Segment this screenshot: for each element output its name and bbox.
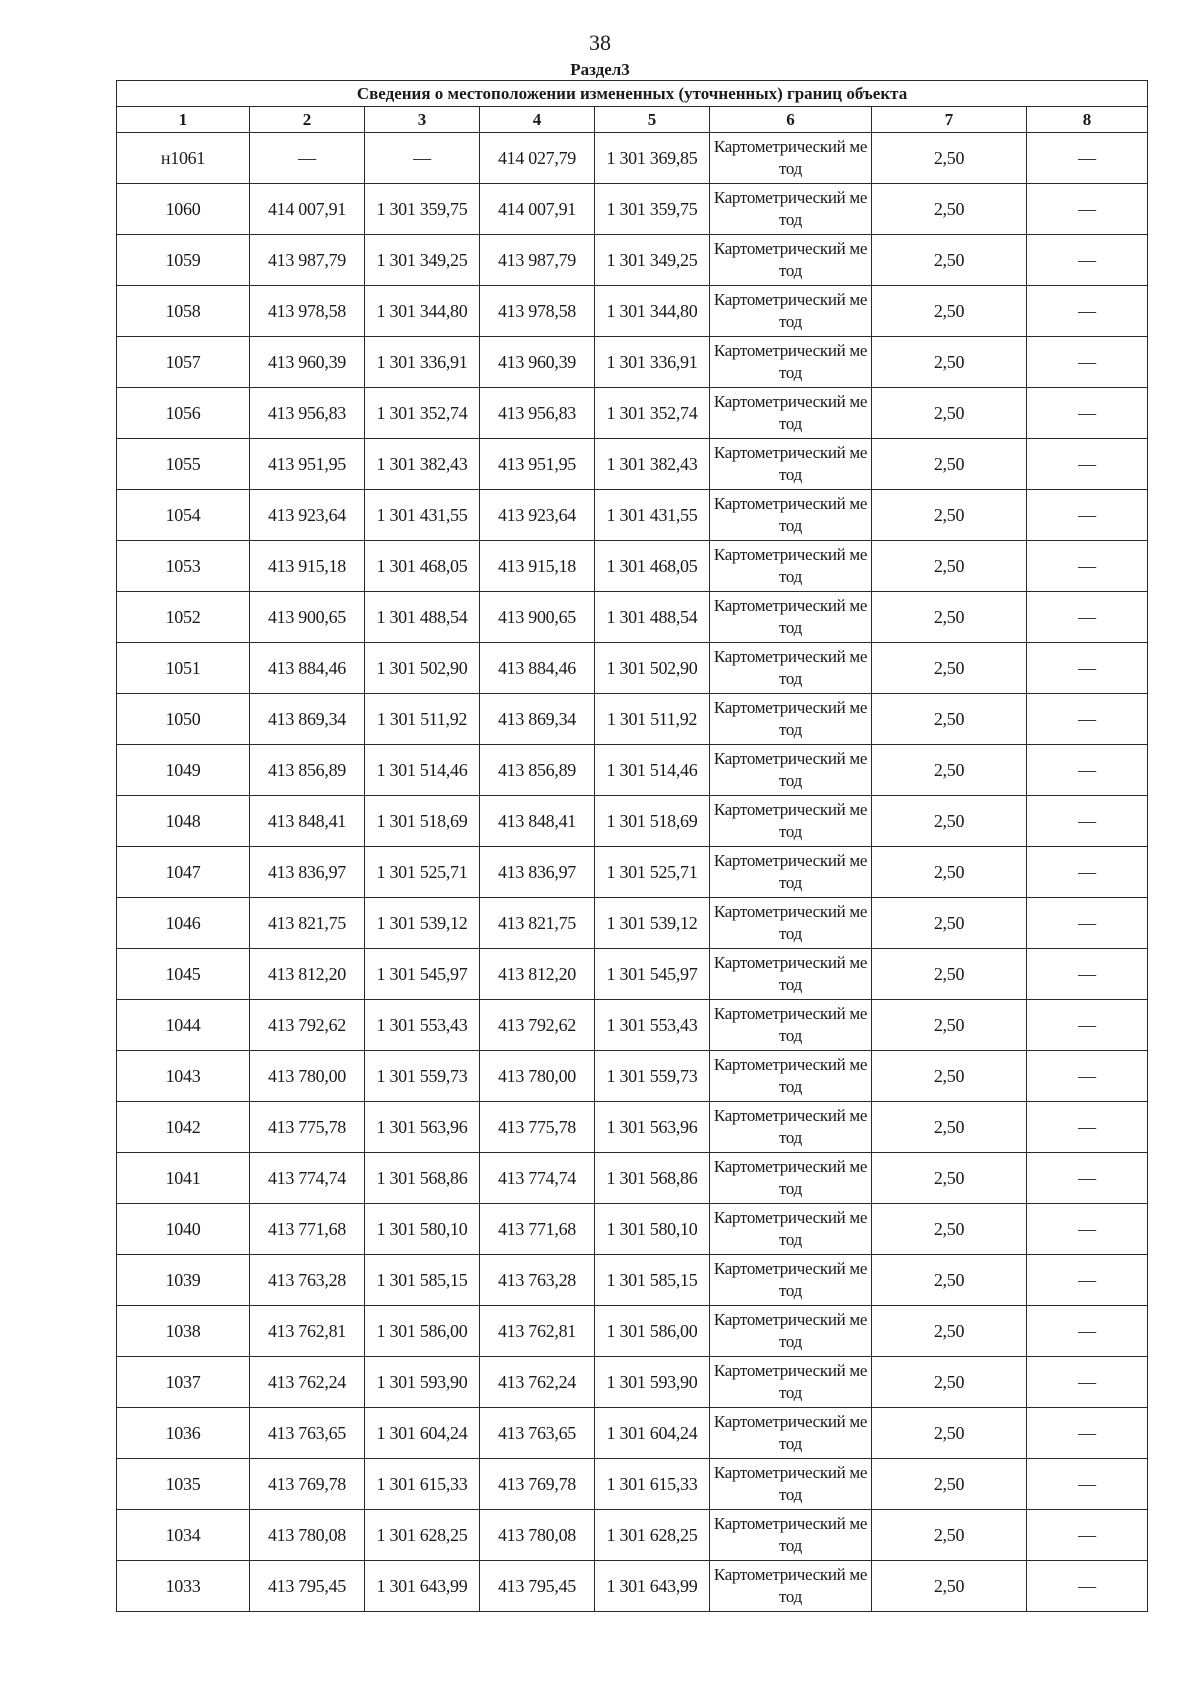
new-x-cell: 413 856,89: [480, 745, 595, 796]
old-x-cell: 413 848,41: [250, 796, 365, 847]
method-cell: Картометрический метод: [710, 388, 872, 439]
method-cell: Картометрический метод: [710, 541, 872, 592]
new-y-cell: 1 301 643,99: [595, 1561, 710, 1612]
table-row: [117, 235, 1148, 286]
old-x-cell: 413 923,64: [250, 490, 365, 541]
new-x-cell: 413 884,46: [480, 643, 595, 694]
accuracy-cell: 2,50: [872, 337, 1027, 388]
old-y-cell: 1 301 431,55: [365, 490, 480, 541]
new-x-cell: 413 960,39: [480, 337, 595, 388]
new-x-cell: 413 771,68: [480, 1204, 595, 1255]
point-id-cell: 1036: [117, 1408, 250, 1459]
new-y-cell: 1 301 586,00: [595, 1306, 710, 1357]
point-id-cell: 1052: [117, 592, 250, 643]
point-id-cell: 1042: [117, 1102, 250, 1153]
accuracy-cell: 2,50: [872, 286, 1027, 337]
new-x-cell: 413 792,62: [480, 1000, 595, 1051]
method-cell: Картометрический метод: [710, 949, 872, 1000]
new-y-cell: 1 301 580,10: [595, 1204, 710, 1255]
point-id-cell: 1056: [117, 388, 250, 439]
accuracy-cell: 2,50: [872, 235, 1027, 286]
new-y-cell: 1 301 468,05: [595, 541, 710, 592]
description-cell: —: [1027, 1000, 1148, 1051]
old-x-cell: 413 763,28: [250, 1255, 365, 1306]
new-y-cell: 1 301 559,73: [595, 1051, 710, 1102]
point-id-cell: 1034: [117, 1510, 250, 1561]
new-y-cell: 1 301 525,71: [595, 847, 710, 898]
old-y-cell: 1 301 352,74: [365, 388, 480, 439]
table-row: [117, 1459, 1148, 1510]
old-y-cell: 1 301 585,15: [365, 1255, 480, 1306]
point-id-cell: 1058: [117, 286, 250, 337]
description-cell: —: [1027, 541, 1148, 592]
method-cell: Картометрический метод: [710, 1357, 872, 1408]
new-y-cell: 1 301 431,55: [595, 490, 710, 541]
new-x-cell: 413 775,78: [480, 1102, 595, 1153]
old-y-cell: 1 301 511,92: [365, 694, 480, 745]
point-id-cell: 1045: [117, 949, 250, 1000]
method-cell: Картометрический метод: [710, 592, 872, 643]
table-row: [117, 1510, 1148, 1561]
table-row: [117, 1204, 1148, 1255]
table-body: [117, 133, 1148, 1612]
table-row: [117, 388, 1148, 439]
method-cell: Картометрический метод: [710, 796, 872, 847]
description-cell: —: [1027, 1408, 1148, 1459]
old-x-cell: 413 900,65: [250, 592, 365, 643]
description-cell: —: [1027, 847, 1148, 898]
accuracy-cell: 2,50: [872, 1153, 1027, 1204]
point-id-cell: 1044: [117, 1000, 250, 1051]
accuracy-cell: 2,50: [872, 1306, 1027, 1357]
table-row: [117, 1000, 1148, 1051]
accuracy-cell: 2,50: [872, 796, 1027, 847]
old-y-cell: 1 301 615,33: [365, 1459, 480, 1510]
new-y-cell: 1 301 585,15: [595, 1255, 710, 1306]
new-x-cell: 413 812,20: [480, 949, 595, 1000]
table-row: [117, 949, 1148, 1000]
old-y-cell: 1 301 568,86: [365, 1153, 480, 1204]
table-row: [117, 1051, 1148, 1102]
table-row: [117, 490, 1148, 541]
old-x-cell: —: [250, 133, 365, 184]
accuracy-cell: 2,50: [872, 1204, 1027, 1255]
description-cell: —: [1027, 1255, 1148, 1306]
new-x-cell: 413 762,81: [480, 1306, 595, 1357]
method-cell: Картометрический метод: [710, 184, 872, 235]
new-x-cell: 414 027,79: [480, 133, 595, 184]
old-y-cell: 1 301 643,99: [365, 1561, 480, 1612]
accuracy-cell: 2,50: [872, 592, 1027, 643]
point-id-cell: 1060: [117, 184, 250, 235]
point-id-cell: 1057: [117, 337, 250, 388]
description-cell: —: [1027, 745, 1148, 796]
old-x-cell: 413 780,00: [250, 1051, 365, 1102]
point-id-cell: 1049: [117, 745, 250, 796]
description-cell: —: [1027, 1204, 1148, 1255]
method-cell: Картометрический метод: [710, 1000, 872, 1051]
new-y-cell: 1 301 568,86: [595, 1153, 710, 1204]
new-y-cell: 1 301 593,90: [595, 1357, 710, 1408]
table-row: [117, 796, 1148, 847]
description-cell: —: [1027, 388, 1148, 439]
old-y-cell: 1 301 604,24: [365, 1408, 480, 1459]
boundary-coordinates-table: [116, 80, 1148, 1612]
description-cell: —: [1027, 286, 1148, 337]
accuracy-cell: 2,50: [872, 1408, 1027, 1459]
old-y-cell: 1 301 518,69: [365, 796, 480, 847]
new-x-cell: 413 956,83: [480, 388, 595, 439]
accuracy-cell: 2,50: [872, 184, 1027, 235]
method-cell: Картометрический метод: [710, 1306, 872, 1357]
method-cell: Картометрический метод: [710, 133, 872, 184]
new-y-cell: 1 301 511,92: [595, 694, 710, 745]
description-cell: —: [1027, 1459, 1148, 1510]
accuracy-cell: 2,50: [872, 898, 1027, 949]
description-cell: —: [1027, 1051, 1148, 1102]
table-row: [117, 337, 1148, 388]
accuracy-cell: 2,50: [872, 1255, 1027, 1306]
new-y-cell: 1 301 336,91: [595, 337, 710, 388]
new-y-cell: 1 301 344,80: [595, 286, 710, 337]
old-y-cell: 1 301 525,71: [365, 847, 480, 898]
accuracy-cell: 2,50: [872, 949, 1027, 1000]
method-cell: Картометрический метод: [710, 439, 872, 490]
new-y-cell: 1 301 539,12: [595, 898, 710, 949]
point-id-cell: 1059: [117, 235, 250, 286]
old-x-cell: 413 951,95: [250, 439, 365, 490]
new-y-cell: 1 301 563,96: [595, 1102, 710, 1153]
accuracy-cell: 2,50: [872, 1510, 1027, 1561]
new-x-cell: 413 780,00: [480, 1051, 595, 1102]
new-x-cell: 413 769,78: [480, 1459, 595, 1510]
new-y-cell: 1 301 553,43: [595, 1000, 710, 1051]
old-y-cell: 1 301 539,12: [365, 898, 480, 949]
table-row: [117, 643, 1148, 694]
accuracy-cell: 2,50: [872, 643, 1027, 694]
old-y-cell: 1 301 344,80: [365, 286, 480, 337]
old-x-cell: 413 987,79: [250, 235, 365, 286]
column-header: 5: [595, 107, 710, 133]
new-x-cell: 413 836,97: [480, 847, 595, 898]
old-x-cell: 413 763,65: [250, 1408, 365, 1459]
description-cell: —: [1027, 235, 1148, 286]
table-row: [117, 439, 1148, 490]
old-y-cell: —: [365, 133, 480, 184]
new-y-cell: 1 301 382,43: [595, 439, 710, 490]
accuracy-cell: 2,50: [872, 541, 1027, 592]
new-y-cell: 1 301 349,25: [595, 235, 710, 286]
method-cell: Картометрический метод: [710, 1561, 872, 1612]
new-y-cell: 1 301 359,75: [595, 184, 710, 235]
point-id-cell: 1033: [117, 1561, 250, 1612]
old-x-cell: 413 771,68: [250, 1204, 365, 1255]
description-cell: —: [1027, 898, 1148, 949]
table-row: [117, 286, 1148, 337]
point-id-cell: 1046: [117, 898, 250, 949]
method-cell: Картометрический метод: [710, 490, 872, 541]
new-x-cell: 413 762,24: [480, 1357, 595, 1408]
point-id-cell: 1048: [117, 796, 250, 847]
column-number-row: [117, 107, 1148, 133]
table-row: [117, 592, 1148, 643]
new-y-cell: 1 301 488,54: [595, 592, 710, 643]
old-y-cell: 1 301 502,90: [365, 643, 480, 694]
point-id-cell: 1047: [117, 847, 250, 898]
table-row: [117, 1561, 1148, 1612]
new-x-cell: 413 869,34: [480, 694, 595, 745]
description-cell: —: [1027, 184, 1148, 235]
old-y-cell: 1 301 359,75: [365, 184, 480, 235]
old-y-cell: 1 301 563,96: [365, 1102, 480, 1153]
new-x-cell: 414 007,91: [480, 184, 595, 235]
point-id-cell: 1038: [117, 1306, 250, 1357]
old-x-cell: 414 007,91: [250, 184, 365, 235]
new-y-cell: 1 301 518,69: [595, 796, 710, 847]
table-row: [117, 694, 1148, 745]
new-x-cell: 413 763,65: [480, 1408, 595, 1459]
accuracy-cell: 2,50: [872, 1051, 1027, 1102]
old-y-cell: 1 301 382,43: [365, 439, 480, 490]
description-cell: —: [1027, 1153, 1148, 1204]
method-cell: Картометрический метод: [710, 1153, 872, 1204]
point-id-cell: 1043: [117, 1051, 250, 1102]
new-x-cell: 413 978,58: [480, 286, 595, 337]
accuracy-cell: 2,50: [872, 694, 1027, 745]
description-cell: —: [1027, 796, 1148, 847]
table-title-row: [117, 81, 1148, 107]
accuracy-cell: 2,50: [872, 388, 1027, 439]
table-row: [117, 1153, 1148, 1204]
old-x-cell: 413 915,18: [250, 541, 365, 592]
point-id-cell: 1041: [117, 1153, 250, 1204]
old-x-cell: 413 956,83: [250, 388, 365, 439]
description-cell: —: [1027, 643, 1148, 694]
old-x-cell: 413 774,74: [250, 1153, 365, 1204]
description-cell: —: [1027, 592, 1148, 643]
description-cell: —: [1027, 694, 1148, 745]
column-header: 7: [872, 107, 1027, 133]
table-title: Сведения о местоположении измененных (уточненных) границ объекта: [117, 81, 1148, 107]
table-row: [117, 541, 1148, 592]
table-row: [117, 1357, 1148, 1408]
point-id-cell: 1054: [117, 490, 250, 541]
new-x-cell: 413 900,65: [480, 592, 595, 643]
old-x-cell: 413 792,62: [250, 1000, 365, 1051]
column-header: 8: [1027, 107, 1148, 133]
description-cell: —: [1027, 1510, 1148, 1561]
method-cell: Картометрический метод: [710, 337, 872, 388]
old-y-cell: 1 301 545,97: [365, 949, 480, 1000]
description-cell: —: [1027, 949, 1148, 1000]
new-x-cell: 413 848,41: [480, 796, 595, 847]
table-row: [117, 1306, 1148, 1357]
new-x-cell: 413 795,45: [480, 1561, 595, 1612]
old-y-cell: 1 301 553,43: [365, 1000, 480, 1051]
new-x-cell: 413 774,74: [480, 1153, 595, 1204]
new-y-cell: 1 301 352,74: [595, 388, 710, 439]
old-x-cell: 413 869,34: [250, 694, 365, 745]
table-row: [117, 1408, 1148, 1459]
accuracy-cell: 2,50: [872, 745, 1027, 796]
point-id-cell: 1040: [117, 1204, 250, 1255]
point-id-cell: 1055: [117, 439, 250, 490]
method-cell: Картометрический метод: [710, 1408, 872, 1459]
new-y-cell: 1 301 545,97: [595, 949, 710, 1000]
accuracy-cell: 2,50: [872, 490, 1027, 541]
old-x-cell: 413 780,08: [250, 1510, 365, 1561]
old-y-cell: 1 301 336,91: [365, 337, 480, 388]
table-row: [117, 133, 1148, 184]
method-cell: Картометрический метод: [710, 1255, 872, 1306]
table-row: [117, 184, 1148, 235]
accuracy-cell: 2,50: [872, 1357, 1027, 1408]
old-x-cell: 413 775,78: [250, 1102, 365, 1153]
new-x-cell: 413 923,64: [480, 490, 595, 541]
old-x-cell: 413 960,39: [250, 337, 365, 388]
new-y-cell: 1 301 514,46: [595, 745, 710, 796]
new-y-cell: 1 301 502,90: [595, 643, 710, 694]
accuracy-cell: 2,50: [872, 439, 1027, 490]
table-row: [117, 1102, 1148, 1153]
method-cell: Картометрический метод: [710, 898, 872, 949]
old-x-cell: 413 762,24: [250, 1357, 365, 1408]
old-y-cell: 1 301 488,54: [365, 592, 480, 643]
method-cell: Картометрический метод: [710, 643, 872, 694]
method-cell: Картометрический метод: [710, 1204, 872, 1255]
accuracy-cell: 2,50: [872, 847, 1027, 898]
section-label: Раздел3: [570, 60, 630, 79]
description-cell: —: [1027, 133, 1148, 184]
new-y-cell: 1 301 604,24: [595, 1408, 710, 1459]
accuracy-cell: 2,50: [872, 133, 1027, 184]
table-row: [117, 898, 1148, 949]
column-header: 1: [117, 107, 250, 133]
new-x-cell: 413 821,75: [480, 898, 595, 949]
method-cell: Картометрический метод: [710, 1102, 872, 1153]
point-id-cell: 1053: [117, 541, 250, 592]
accuracy-cell: 2,50: [872, 1459, 1027, 1510]
old-x-cell: 413 762,81: [250, 1306, 365, 1357]
point-id-cell: 1051: [117, 643, 250, 694]
accuracy-cell: 2,50: [872, 1102, 1027, 1153]
old-y-cell: 1 301 586,00: [365, 1306, 480, 1357]
old-x-cell: 413 856,89: [250, 745, 365, 796]
point-id-cell: 1039: [117, 1255, 250, 1306]
description-cell: —: [1027, 1561, 1148, 1612]
method-cell: Картометрический метод: [710, 745, 872, 796]
description-cell: —: [1027, 439, 1148, 490]
old-x-cell: 413 769,78: [250, 1459, 365, 1510]
description-cell: —: [1027, 337, 1148, 388]
description-cell: —: [1027, 1306, 1148, 1357]
old-y-cell: 1 301 468,05: [365, 541, 480, 592]
new-x-cell: 413 987,79: [480, 235, 595, 286]
description-cell: —: [1027, 1357, 1148, 1408]
old-x-cell: 413 884,46: [250, 643, 365, 694]
point-id-cell: 1035: [117, 1459, 250, 1510]
point-id-cell: 1050: [117, 694, 250, 745]
old-x-cell: 413 978,58: [250, 286, 365, 337]
method-cell: Картометрический метод: [710, 847, 872, 898]
column-header: 4: [480, 107, 595, 133]
method-cell: Картометрический метод: [710, 1510, 872, 1561]
point-id-cell: н1061: [117, 133, 250, 184]
column-header: 3: [365, 107, 480, 133]
description-cell: —: [1027, 490, 1148, 541]
new-y-cell: 1 301 628,25: [595, 1510, 710, 1561]
method-cell: Картометрический метод: [710, 286, 872, 337]
accuracy-cell: 2,50: [872, 1000, 1027, 1051]
old-y-cell: 1 301 593,90: [365, 1357, 480, 1408]
new-x-cell: 413 780,08: [480, 1510, 595, 1561]
old-x-cell: 413 821,75: [250, 898, 365, 949]
old-x-cell: 413 795,45: [250, 1561, 365, 1612]
old-x-cell: 413 812,20: [250, 949, 365, 1000]
page-number: 38: [589, 30, 611, 55]
old-y-cell: 1 301 628,25: [365, 1510, 480, 1561]
new-y-cell: 1 301 615,33: [595, 1459, 710, 1510]
new-y-cell: 1 301 369,85: [595, 133, 710, 184]
method-cell: Картометрический метод: [710, 694, 872, 745]
table-row: [117, 1255, 1148, 1306]
method-cell: Картометрический метод: [710, 1459, 872, 1510]
accuracy-cell: 2,50: [872, 1561, 1027, 1612]
table-row: [117, 745, 1148, 796]
new-x-cell: 413 951,95: [480, 439, 595, 490]
description-cell: —: [1027, 1102, 1148, 1153]
new-x-cell: 413 763,28: [480, 1255, 595, 1306]
new-x-cell: 413 915,18: [480, 541, 595, 592]
table-row: [117, 847, 1148, 898]
point-id-cell: 1037: [117, 1357, 250, 1408]
old-y-cell: 1 301 514,46: [365, 745, 480, 796]
method-cell: Картометрический метод: [710, 1051, 872, 1102]
column-header: 6: [710, 107, 872, 133]
method-cell: Картометрический метод: [710, 235, 872, 286]
old-y-cell: 1 301 580,10: [365, 1204, 480, 1255]
old-y-cell: 1 301 559,73: [365, 1051, 480, 1102]
column-header: 2: [250, 107, 365, 133]
old-x-cell: 413 836,97: [250, 847, 365, 898]
old-y-cell: 1 301 349,25: [365, 235, 480, 286]
